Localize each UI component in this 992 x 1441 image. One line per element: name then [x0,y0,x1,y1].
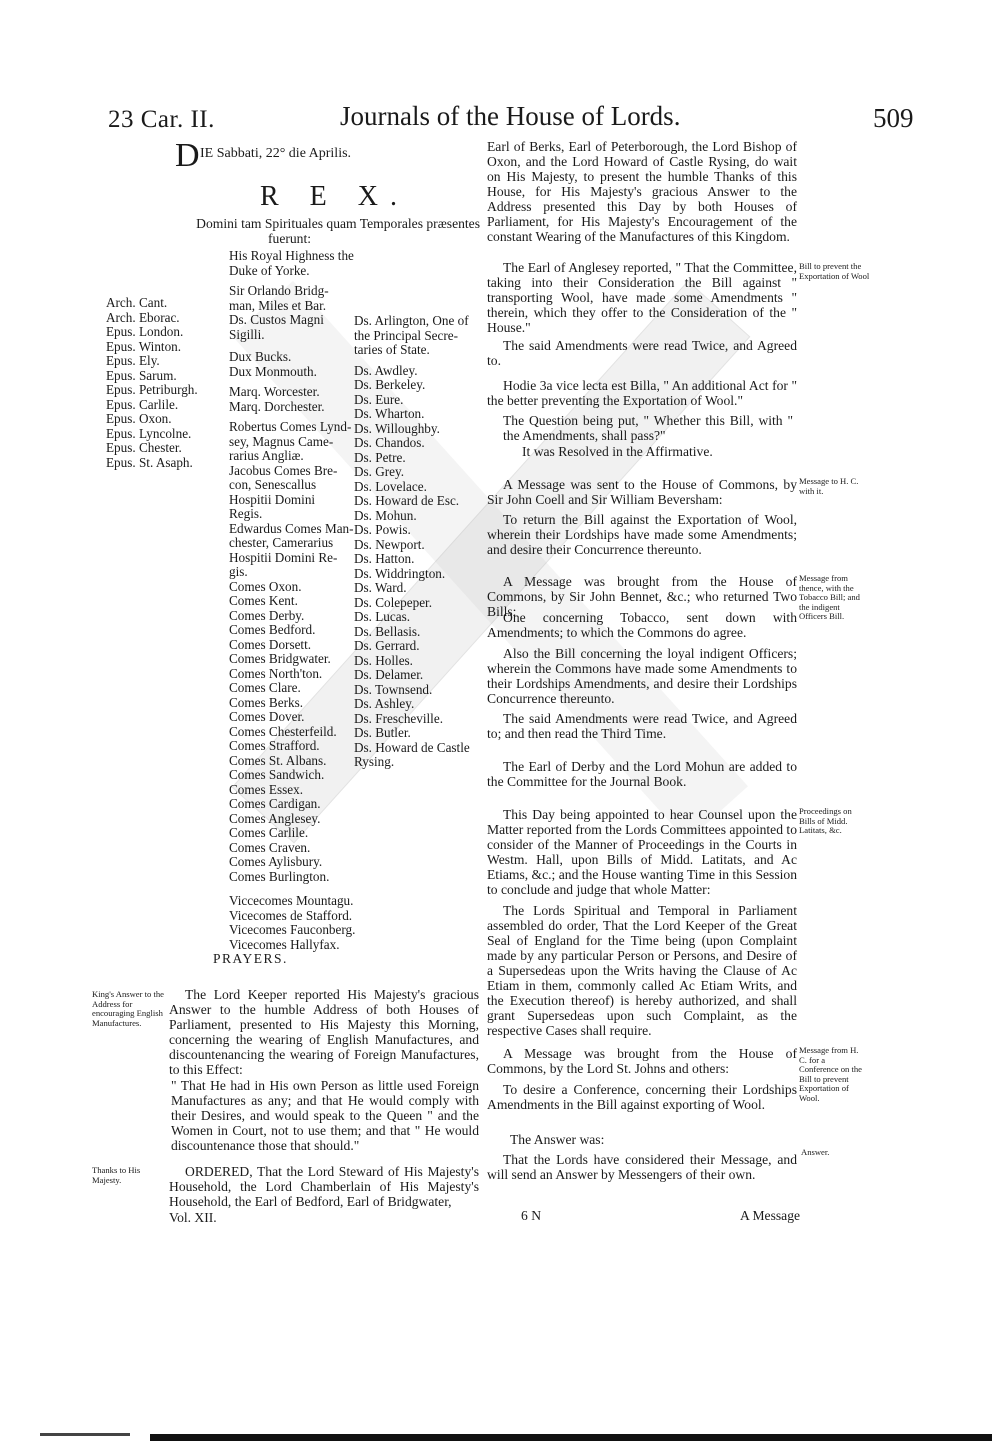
paragraph-lord-keeper: The Lord Keeper reported His Majesty's gracious Answer to the humble Address of both Houses of Parliament, presented to His Majesty this Morning, concerning the wearing of English Manufactures, and discountenancing the wearing of Foreign Manufactures, to this Effect: [169,987,479,1077]
paragraph-anglesey: The Earl of Anglesey reported, " That the Committee, taking into their Consideration the Bill against " transporting Wool, have made some Amendments " therein, which they offer to the Consideration of the " House." [487,260,797,335]
peer-entry: chester, Camerarius [229,535,334,550]
header-session: 23 Car. II. [108,106,215,133]
bishop-entry: Epus. Petriburgh. [106,382,198,397]
peer-entry: Comes North'ton. [229,665,323,681]
signature-mark: 6 N [521,1208,542,1223]
paragraph-return-bill: To return the Bill against the Exportation of Wool, wherein their Lordships have made some Amendments; and desire their Concurrence thereunto. [487,512,797,557]
peers-list [229,350,354,884]
peer-entry: Comes Anglesey. [229,810,321,826]
baron-entry: Ds. Wharton. [354,406,425,421]
baron-entry: Ds. Lovelace. [354,478,427,494]
baron-entry: Ds. Howard de Castle [354,739,470,755]
baron-entry: Ds. Chandos. [354,435,425,450]
paragraph-amendments-2: The said Amendments were read Twice, and Agreed to; and then read the Third Time. [487,711,797,741]
baron-entry: Ds. Butler. [354,725,411,740]
baron-entry: Ds. Gerrard. [354,638,420,653]
peer-entry: Jacobus Comes Bre- [229,462,338,478]
paragraph-message-st-johns: A Message was brought from the House of Commons, by the Lord St. Johns and others: [487,1046,797,1076]
margin-note-kings-answer: King's Answer to the Address for encouraging English Manufactures. [92,989,164,1028]
baron-entry: Ds. Holles. [354,652,413,668]
baron-entry: Ds. Colepeper. [354,594,433,610]
paragraph-resolved: It was Resolved in the Affirmative. [522,444,713,459]
viscount-entry: Vicecomes Hallyfax. [229,936,340,952]
baron-entry: Ds. Frescheville. [354,710,443,726]
baron-entry: Ds. Ashley. [354,696,415,711]
paragraph-answer: That the Lords have considered their Message, and will send an Answer by Messengers of their own. [487,1152,797,1182]
paragraph-amendments-1: The said Amendments were read Twice, and Agreed to. [487,338,797,368]
catchword: A Message [740,1208,801,1223]
scan-edge-mark [40,1433,130,1436]
prayers-heading: PRAYERS. [213,951,288,966]
baron-entry: Ds. Howard de Esc. [354,493,460,508]
paragraph-indigent-officers: Also the Bill concerning the loyal indigent Officers; wherein the Commons have made some Amendments to their Lordships Amendments, and desire their Lordships Concurrence thereunto. [487,646,797,706]
peer-entry: Comes Essex. [229,781,303,797]
baron-entry: Ds. Arlington, One of [354,313,469,328]
margin-note-message-hc: Message to H. C. with it. [799,476,859,496]
paragraph-message-brought: A Message was brought from the House of Commons, by Sir John Bennet, &c.; who returned Two Bills: [487,574,797,619]
rex-heading: R E X. [260,181,409,212]
peer-entry: Hospitii Domini Re- [229,549,338,565]
scan-edge-bar [150,1434,992,1441]
bishop-entry: Arch. Eborac. [106,309,180,325]
paragraph-lords-order: The Lords Spiritual and Temporal in Parliament assembled do order, That the Lord Keeper of the Great Seal of England for the Time being (upon Complaint made by any particular Person or Persons, and Desire of a Supersedeas upon the Writs having the Clause of Ac Etiam in them, commonly called Ac Etiam Writs, and the Execution thereof) is hereby authorized, and shall grant Supersedeas upon such Complaint, as the respective Cases shall require. [487,903,797,1038]
paragraph-conference: To desire a Conference, concerning their Lordships Amendments in the Bill against exporting of Wool. [487,1082,797,1112]
peer-entry: Comes Berks. [229,694,303,710]
margin-note-bill-wool: Bill to prevent the Exportation of Wool [799,261,870,281]
peer-entry: Comes Derby. [229,607,305,623]
baron-entry: Ds. Mohun. [354,507,417,523]
royal-entry: Sigilli. [229,326,265,342]
peer-entry: Comes Dorsett. [229,636,312,652]
peer-entry: Comes Sandwich. [229,767,325,782]
paragraph-ordered: ORDERED, That the Lord Steward of His Majesty's Household, the Lord Chamberlain of His Majesty's Household, the Earl of Bedford, Earl of Bridgwater, [169,1164,479,1209]
page-number: 509 [873,103,914,133]
bishop-entry: Epus. Sarum. [106,367,177,383]
volume-mark: Vol. XII. [169,1210,217,1225]
royal-entry: Sir Orlando Bridg- [229,283,329,298]
peer-entry: Comes Strafford. [229,738,320,753]
peer-entry: Comes Clare. [229,680,301,695]
peer-entry: Comes Dover. [229,709,305,724]
baron-entry: Ds. Newport. [354,536,425,552]
bishop-entry: Epus. Lyncolne. [106,425,192,441]
baron-entry: Ds. Powis. [354,522,411,537]
peer-entry: gis. [229,564,248,579]
viscount-entry: Viccecomes Mountagu. [229,893,354,908]
peer-entry: Comes Aylisbury. [229,854,323,869]
bishop-entry: Epus. Ely. [106,353,160,368]
margin-note-thanks: Thanks to His Majesty. [92,1165,141,1185]
bishop-entry: Arch. Cant. [106,295,168,310]
peer-entry: rarius Angliæ. [229,448,304,463]
peer-entry: sey, Magnus Came- [229,433,334,449]
peer-entry: Comes Burlington. [229,868,330,884]
baron-entry: Ds. Widdrington. [354,565,446,581]
paragraph-answer-was: The Answer was: [510,1132,605,1147]
peer-entry: Marq. Worcester. [229,384,320,399]
bishop-entry: Epus. Oxon. [106,411,172,426]
baron-entry: Ds. Hatton. [354,551,415,566]
paragraph-earl-berks: Earl of Berks, Earl of Peterborough, the Lord Bishop of Oxon, and the Lord Howard of Castle Rysing, do wait on His Majesty, to present the humble Thanks of this House, for His Majesty's gracious Answer to the Address presented this Day by both Houses of Parliament, for His Majesty's Encouragement of the constant Wearing of the Manufactures of this Kingdom. [487,139,797,244]
baron-entry: Ds. Townsend. [354,681,433,697]
peer-entry: Comes Carlile. [229,825,309,840]
peer-entry: Regis. [229,506,263,521]
margin-note-proceedings: Proceedings on Bills of Midd. Latitats, &c. [799,806,852,835]
viscounts-list [229,894,355,952]
peer-entry: Dux Bucks. [229,349,292,364]
baron-entry: Ds. Petre. [354,449,406,465]
margin-note-message-from: Message from thence, with the Tobacco Bill; and the indigent Officers Bill. [799,573,860,621]
viscount-entry: Vicecomes Fauconberg. [229,922,356,937]
peer-entry: Comes Bedford. [229,622,316,637]
peer-entry: Comes St. Albans. [229,752,327,768]
peer-entry: Comes Kent. [229,593,298,608]
peer-entry: Hospitii Domini [229,491,316,507]
peer-entry: Comes Chesterfeild. [229,723,337,739]
margin-note-answer: Answer. [801,1147,830,1157]
paragraph-hodie: Hodie 3a vice lecta est Billa, " An additional Act for " the better preventing the Exportation of Wool." [487,378,797,408]
royal-entry: His Royal Highness the [229,248,354,263]
drop-cap: D [175,137,200,174]
peer-entry: Comes Cardigan. [229,796,321,811]
paragraph-tobacco: One concerning Tobacco, sent down with Amendments; to which the Commons do agree. [487,610,797,640]
royal-entry: Duke of Yorke. [229,262,310,278]
bishop-entry: Epus. London. [106,324,184,339]
baron-entry: Ds. Grey. [354,464,405,479]
bishop-entry: Epus. St. Asaph. [106,454,193,470]
baron-entry: taries of State. [354,342,430,357]
bishop-entry: Epus. Carlile. [106,396,179,412]
paragraph-derby: The Earl of Derby and the Lord Mohun are added to the Committee for the Journal Book. [487,759,797,789]
baron-entry: Ds. Berkeley. [354,377,426,392]
royal-list [229,249,354,342]
peer-entry: con, Senescallus [229,477,317,492]
baron-entry: Ds. Willoughby. [354,420,440,436]
baron-entry: Ds. Awdley. [354,362,418,378]
baron-entry: Ds. Lucas. [354,609,411,624]
baron-entry: Ds. Bellasis. [354,623,421,639]
peer-entry: Comes Craven. [229,839,311,855]
peer-entry: Comes Oxon. [229,578,302,594]
baron-entry: Rysing. [354,754,395,769]
header-title: Journals of the House of Lords. [340,101,681,131]
baron-entry: Ds. Delamer. [354,667,424,682]
paragraph-message-sent: A Message was sent to the House of Commons, by Sir John Coell and Sir William Beversham: [487,477,797,507]
royal-entry: Ds. Custos Magni [229,312,324,327]
peer-entry: Dux Monmouth. [229,363,317,379]
present-line-2: fuerunt: [268,231,312,246]
quote-his-majesty: " That He had in His own Person as little used Foreign Manufactures as any; and that He would comply with their Desires, and would speak to the Queen " and the Women in Court, not to use them; and that " He would discountenance those that should." [171,1078,479,1153]
date-line: IE Sabbati, 22° die Aprilis. [200,146,352,161]
bishops-list [106,296,198,470]
baron-entry: Ds. Eure. [354,391,404,407]
royal-entry: man, Miles et Bar. [229,297,327,313]
peer-entry: Marq. Dorchester. [229,398,325,414]
peer-entry: Edwardus Comes Man- [229,520,354,536]
paragraph-question: The Question being put, " Whether this Bill, with " the Amendments, shall pass?" [503,413,793,443]
baron-entry: Ds. Ward. [354,580,407,595]
peer-entry: Comes Bridgwater. [229,651,331,666]
paragraph-counsel: This Day being appointed to hear Counsel upon the Matter reported from the Lords Committees appointed to consider of the Manner of Proceedings in the Courts in Westm. Hall, upon Bills of Midd. Latitats, and Ac Etiams, &c.; and the House wanting Time in this Session to conclude and judge that whole Matter: [487,807,798,897]
bishop-entry: Epus. Winton. [106,338,182,354]
barons-list [354,314,470,770]
bishop-entry: Epus. Chester. [106,440,182,455]
margin-note-conference: Message from H. C. for a Conference on the Bill to prevent Exportation of Wool. [799,1045,862,1103]
peer-entry: Robertus Comes Lynd- [229,419,352,434]
baron-entry: the Principal Secre- [354,327,458,343]
present-line: Domini tam Spirituales quam Temporales præsentes [196,216,480,231]
viscount-entry: Vicecomes de Stafford. [229,907,353,923]
